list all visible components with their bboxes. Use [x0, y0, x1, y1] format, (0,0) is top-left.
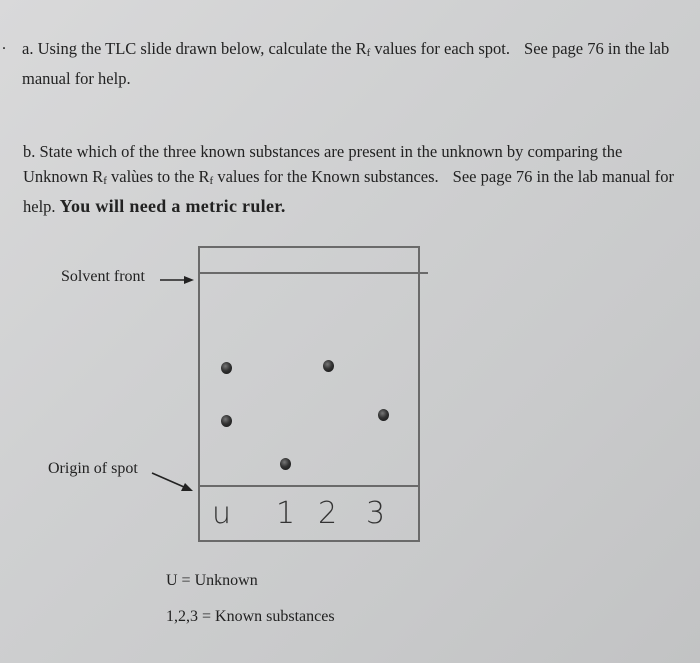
origin-arrow-icon — [152, 473, 193, 491]
tlc-plate — [198, 246, 420, 542]
rf-subscript: f — [209, 175, 214, 187]
question-b-text-2: valùes to the R — [106, 167, 210, 186]
question-a-text: Using the TLC slide drawn below, calculate the R — [37, 39, 367, 58]
question-b-text-1: State which of the three known substances are present in the unknown by comparing the Unknown R — [23, 142, 623, 186]
question-b-text-3: values for the Known substances. — [213, 167, 439, 186]
question-b — [23, 139, 688, 219]
question-marker: . — [2, 36, 6, 53]
ruler-note: You will need a metric ruler. — [59, 196, 286, 216]
question-b-letter: b. — [23, 142, 36, 161]
origin-label: Origin of spot — [48, 460, 138, 477]
solvent-front-label: Solvent front — [61, 268, 145, 285]
question-a-ref: See page 76 in the lab manual for help. — [22, 39, 670, 88]
question-a-text-after: values for each spot. — [370, 39, 511, 58]
question-a-letter: a. — [22, 39, 34, 58]
lane-label-3: 3 — [366, 496, 386, 531]
lane-label-2: 2 — [318, 496, 338, 531]
question-a — [22, 36, 697, 91]
lane-label-1: 1 — [276, 496, 296, 531]
solvent-front-line — [198, 272, 428, 274]
spot-known-3 — [378, 409, 389, 421]
origin-line — [198, 485, 420, 487]
legend-unknown: U = Unknown — [166, 572, 258, 589]
legend-known: 1,2,3 = Known substances — [166, 608, 335, 625]
spot-unknown-lower — [221, 415, 232, 427]
spot-unknown-upper — [221, 362, 232, 374]
spot-known-2 — [323, 360, 334, 372]
rf-subscript: f — [366, 47, 371, 59]
lane-label-u: u — [212, 496, 232, 531]
rf-subscript: f — [103, 175, 107, 187]
solvent-front-arrow-icon — [160, 276, 194, 284]
question-b-ref: See page 76 in the lab manual for help. — [23, 167, 674, 216]
spot-known-1 — [280, 458, 291, 470]
